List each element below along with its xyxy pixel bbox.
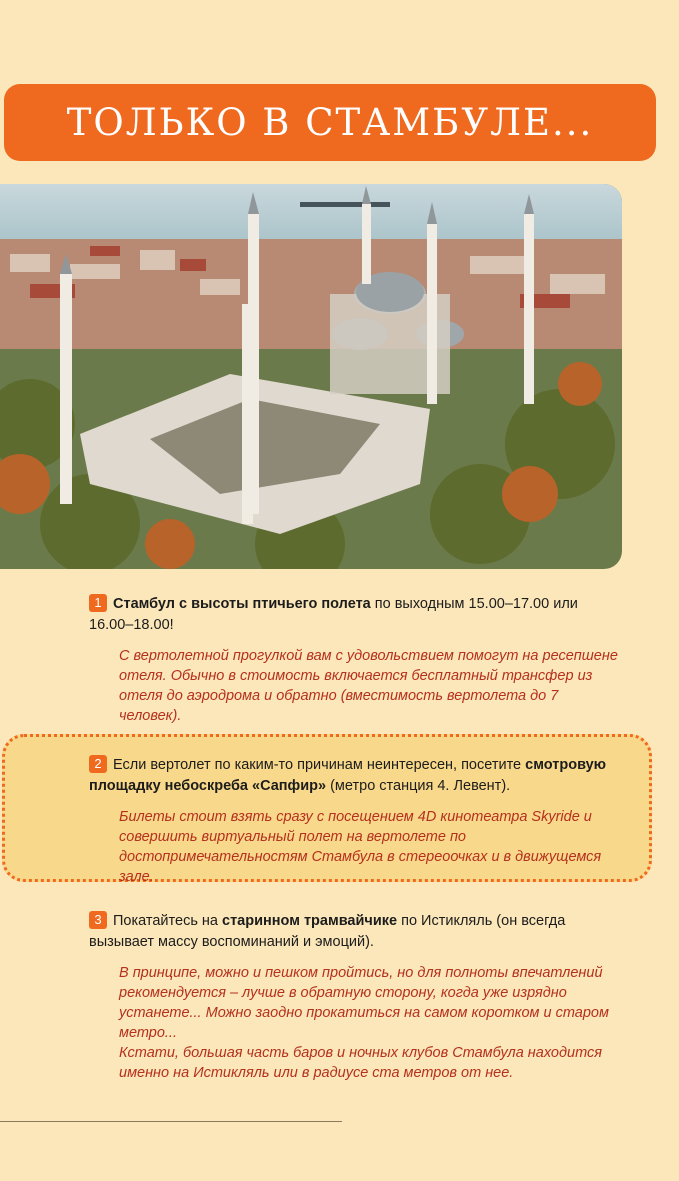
tip-note — [119, 963, 619, 1083]
footer-divider — [0, 1121, 342, 1122]
tip-note-line: Кстати, большая часть баров и ночных клубов Стамбула находится именно на Истикляль или в радиусе ста метров от нее. — [119, 1045, 602, 1081]
tip-text-before: Покатайтесь на — [113, 913, 223, 929]
tip-text — [89, 911, 619, 953]
tip-text — [89, 755, 619, 797]
mosque-aerial-photo — [0, 184, 622, 569]
tip-highlight: смотровую площадку небоскреба «Сапфир» — [89, 757, 607, 794]
tip-text-before: Если вертолет по каким-то причинам неинтересен, посетите — [113, 757, 526, 773]
item-number-badge: 3 — [89, 911, 107, 929]
item-number-badge: 2 — [89, 755, 107, 773]
tip-note: С вертолетной прогулкой вам с удовольствием помогут на ресепшене отеля. Обычно в стоимость включается бесплатный трансфер из отеля до аэродрома и обратно (вместимость вертолета до 7 человек). — [119, 648, 618, 724]
tip-text-after: (метро станция 4. Левент). — [326, 778, 511, 794]
tip-text-after: по Истикляль (он всегда вызывает массу воспоминаний и эмоций). — [89, 913, 566, 950]
tip-text-after: по выходным 15.00–17.00 или 16.00–18.00! — [89, 596, 578, 633]
page-title: ТОЛЬКО В СТАМБУЛЕ... — [66, 101, 594, 144]
tip-highlight: Стамбул с высоты птичьего полета — [113, 596, 371, 612]
tip-highlight: старинном трамвайчике — [222, 913, 398, 929]
tip-note-line: В принципе, можно и пешком пройтись, но для полноты впечатлений рекомендуется – лучше в обратную сторону, когда уже изрядно устанете... Можно заодно прокатиться на самом коротком и старом метро... — [119, 965, 609, 1041]
tip-text — [89, 594, 619, 636]
tip-item-1 — [89, 594, 619, 726]
tip-item-2 — [89, 755, 619, 887]
title-banner — [4, 84, 656, 161]
tip-item-3 — [89, 911, 619, 1083]
tip-note: Билеты стоит взять сразу с посещением 4D кинотеатра Skyride и совершить виртуальный полет на вертолете по достопримечательностям Стамбула в стереоочках и в движущемся зале. — [119, 809, 602, 885]
item-number-badge: 1 — [89, 594, 107, 612]
